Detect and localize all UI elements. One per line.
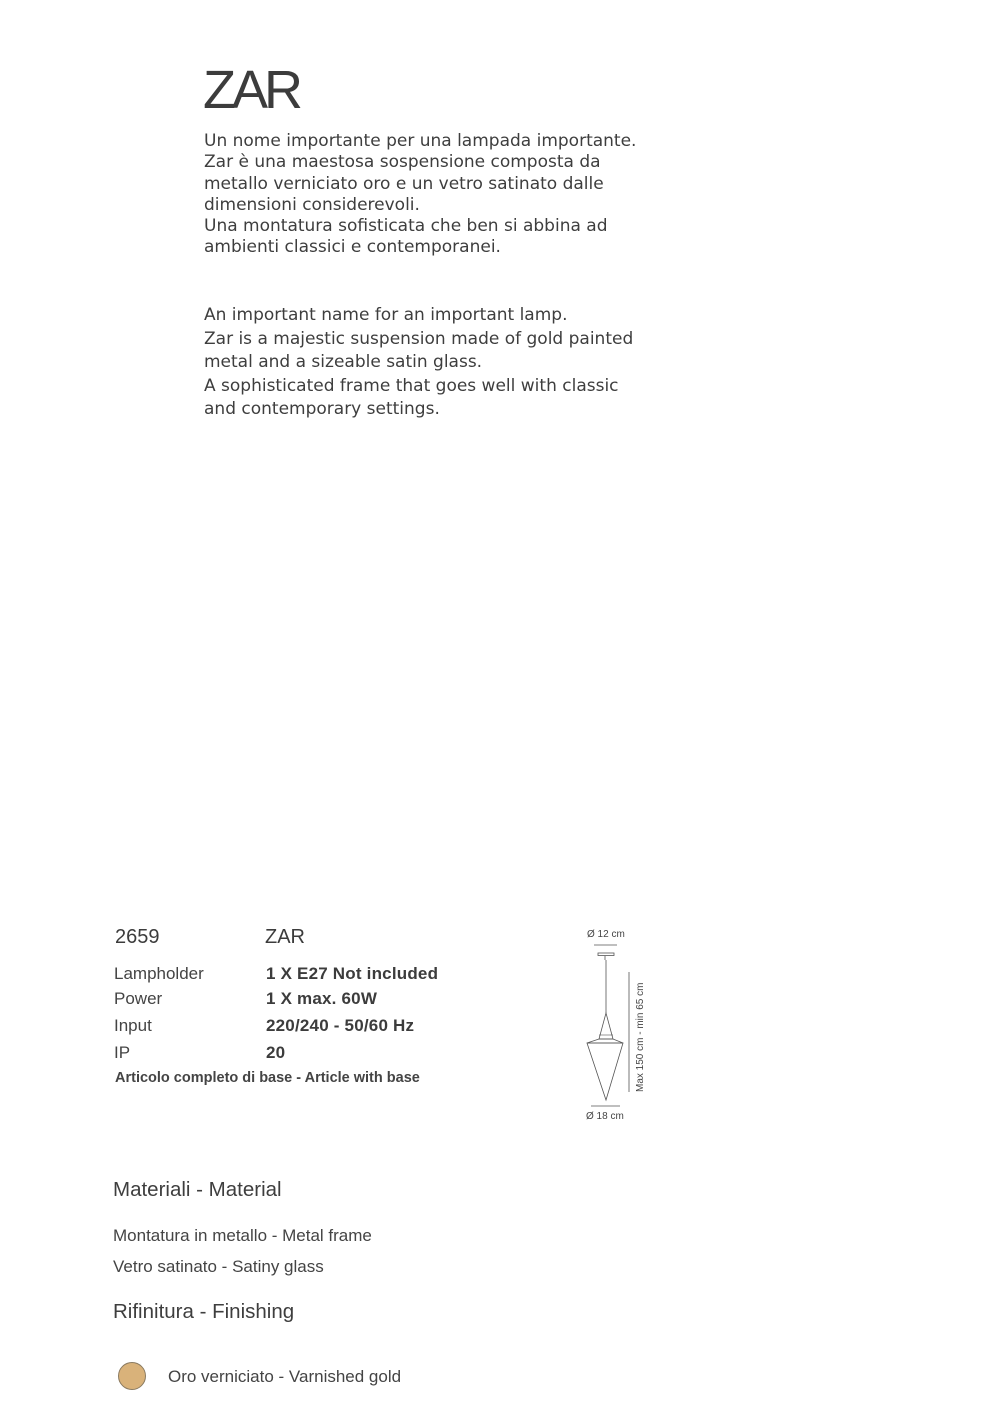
- spec-label: IP: [114, 1043, 131, 1062]
- finishing-title: Rifinitura - Finishing: [113, 1300, 295, 1323]
- ceiling-rose: [598, 953, 614, 956]
- dimension-drawing: [575, 920, 665, 1130]
- description-line: ambienti classici e contemporanei.: [204, 237, 501, 258]
- description-italian: [204, 131, 644, 259]
- glass-rim: [587, 1039, 623, 1043]
- description-line: Zar è una maestosa sospensione composta da: [204, 152, 601, 173]
- materials-title: Materiali - Material: [113, 1178, 282, 1201]
- material-item: Montatura in metallo - Metal frame: [113, 1226, 372, 1245]
- glass-cone: [587, 1043, 623, 1100]
- spec-product-name: ZAR: [265, 926, 305, 948]
- top-diameter-label: Ø 12 cm: [587, 929, 625, 940]
- spec-value: 20: [266, 1043, 286, 1062]
- description-english: [204, 304, 644, 422]
- material-item: Vetro satinato - Satiny glass: [113, 1257, 324, 1276]
- spec-label: Input: [114, 1016, 152, 1035]
- bottom-diameter-label: Ø 18 cm: [586, 1111, 624, 1122]
- spec-value: 1 X E27 Not included: [266, 964, 439, 983]
- product-title: ZAR: [203, 60, 299, 120]
- description-line: metallo verniciato oro e un vetro satinato dalle: [204, 173, 604, 194]
- description-line: An important name for an important lamp.: [204, 305, 568, 325]
- description-line: A sophisticated frame that goes well with classic: [204, 375, 619, 396]
- height-label: Max 150 cm - min 65 cm: [635, 982, 646, 1092]
- description-line: Zar is a majestic suspension made of gold painted: [204, 328, 634, 349]
- description-line: and contemporary settings.: [204, 399, 440, 420]
- spec-value: 220/240 - 50/60 Hz: [266, 1016, 415, 1035]
- spec-value: 1 X max. 60W: [266, 989, 378, 1008]
- description-line: metal and a sizeable satin glass.: [204, 352, 483, 373]
- description-line: Una montatura sofisticata che ben si abbina ad: [204, 216, 608, 237]
- description-line: dimensioni considerevoli.: [204, 194, 420, 215]
- product-code: 2659: [115, 926, 160, 948]
- spec-note: Articolo completo di base - Article with base: [115, 1070, 420, 1086]
- spec-label: Lampholder: [114, 964, 204, 983]
- finish-label: Oro verniciato - Varnished gold: [168, 1367, 402, 1386]
- description-line: Un nome importante per una lampada importante.: [204, 131, 637, 151]
- spec-label: Power: [114, 989, 163, 1008]
- finish-color-swatch: [118, 1362, 146, 1390]
